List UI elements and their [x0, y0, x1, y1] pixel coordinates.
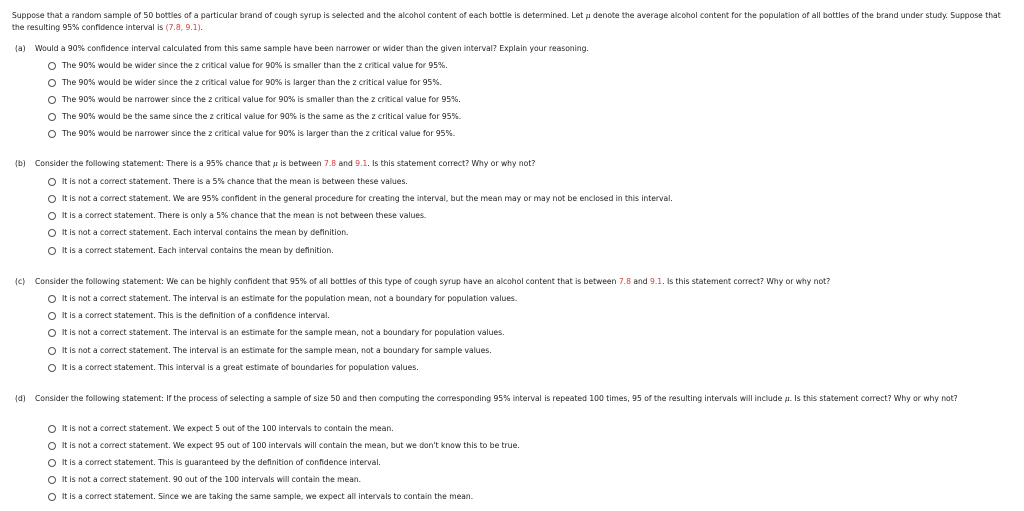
intro-text: denote the average alcohol content for the population of all bottles of the brand under study. Suppose that the resulting 95% confidence interval is — [12, 11, 1001, 32]
part-d-option-4[interactable]: It is not a correct statement. 90 out of the 100 intervals will contain the mean. — [48, 474, 361, 485]
part-b-option-2[interactable]: It is not a correct statement. We are 95% confident in the general procedure for creating the interval, but the mean may or may not be enclosed in this interval. — [48, 193, 673, 204]
radio-button[interactable] — [48, 493, 56, 501]
part-a-option-2[interactable]: The 90% would be wider since the z critical value for 90% is larger than the z critical value for 95%. — [48, 77, 442, 88]
part-c-option-1[interactable]: It is not a correct statement. The interval is an estimate for the population mean, not a boundary for population values. — [48, 293, 517, 304]
part-a-option-1[interactable]: The 90% would be wider since the z critical value for 90% is smaller than the z critical value for 95%. — [48, 60, 448, 71]
part-a-option-5[interactable]: The 90% would be narrower since the z critical value for 90% is larger than the z critical value for 95%. — [48, 128, 455, 139]
interval-lower: 7.8 — [618, 277, 631, 286]
radio-button[interactable] — [48, 329, 56, 337]
radio-button[interactable] — [48, 247, 56, 255]
part-d-option-2[interactable]: It is not a correct statement. We expect 95 out of 100 intervals will contain the mean, but we don't know this to be true. — [48, 440, 520, 451]
radio-button[interactable] — [48, 79, 56, 87]
radio-button[interactable] — [48, 425, 56, 433]
radio-button[interactable] — [48, 364, 56, 372]
interval-upper: 9.1 — [650, 277, 663, 286]
problem-intro: Suppose that a random sample of 50 bottles of a particular brand of cough syrup is selected and the alcohol content of each bottle is determined. Let μ denote the average alcohol content for the population of all bottles of the brand under study. Suppose that the resulting 95% confidence interval is (7.8, 9.1). — [12, 11, 1001, 32]
radio-button[interactable] — [48, 62, 56, 70]
radio-button[interactable] — [48, 113, 56, 121]
part-b-option-5[interactable]: It is a correct statement. Each interval contains the mean by definition. — [48, 245, 334, 256]
part-a-question: (a) Would a 90% confidence interval calculated from this same sample have been narrower or wider than the given interval? Explain your reasoning. — [15, 44, 589, 53]
part-letter: (a) — [15, 44, 26, 53]
radio-button[interactable] — [48, 442, 56, 450]
part-d-option-1[interactable]: It is not a correct statement. We expect 5 out of the 100 intervals to contain the mean. — [48, 423, 394, 434]
radio-button[interactable] — [48, 347, 56, 355]
part-letter: (c) — [15, 277, 26, 286]
part-b-option-3[interactable]: It is a correct statement. There is only a 5% chance that the mean is not between these values. — [48, 210, 426, 221]
part-c-option-5[interactable]: It is a correct statement. This interval is a great estimate of boundaries for population values. — [48, 362, 419, 373]
part-b-option-1[interactable]: It is not a correct statement. There is a 5% chance that the mean is between these values. — [48, 176, 408, 187]
radio-button[interactable] — [48, 312, 56, 320]
interval-upper: 9.1 — [355, 159, 368, 168]
radio-button[interactable] — [48, 459, 56, 467]
part-d-question: (d) Consider the following statement: If the process of selecting a sample of size 50 and then computing the corresponding 95% interval is repeated 100 times, 95 of the resulting intervals will include μ. Is this statement correct? Why or why not? — [15, 394, 958, 403]
intro-text: Suppose that a random sample of 50 bottles of a particular brand of cough syrup is selected and the alcohol content of each bottle is determined. Let — [12, 11, 586, 20]
interval-value: (7.8, 9.1) — [165, 23, 201, 32]
radio-button[interactable] — [48, 96, 56, 104]
mu-symbol: μ — [585, 11, 591, 20]
part-c-option-2[interactable]: It is a correct statement. This is the definition of a confidence interval. — [48, 310, 330, 321]
part-b-option-4[interactable]: It is not a correct statement. Each interval contains the mean by definition. — [48, 227, 348, 238]
radio-button[interactable] — [48, 295, 56, 303]
part-b-question: (b) Consider the following statement: There is a 95% chance that μ is between 7.8 and 9.1. Is this statement correct? Why or why not? — [15, 159, 536, 168]
part-a-option-3[interactable]: The 90% would be narrower since the z critical value for 90% is smaller than the z critical value for 95%. — [48, 94, 461, 105]
part-letter: (b) — [15, 159, 26, 168]
radio-button[interactable] — [48, 195, 56, 203]
part-c-option-4[interactable]: It is not a correct statement. The interval is an estimate for the sample mean, not a boundary for sample values. — [48, 345, 492, 356]
part-a-option-4[interactable]: The 90% would be the same since the z critical value for 90% is the same as the z critical value for 95%. — [48, 111, 461, 122]
part-c-question: (c) Consider the following statement: We can be highly confident that 95% of all bottles of this type of cough syrup have an alcohol content that is between 7.8 and 9.1. Is this statement correct? Why or why not? — [15, 277, 831, 286]
radio-button[interactable] — [48, 476, 56, 484]
part-c-option-3[interactable]: It is not a correct statement. The interval is an estimate for the sample mean, not a boundary for population values. — [48, 327, 504, 338]
mu-symbol: μ — [272, 159, 278, 168]
part-d-option-5[interactable]: It is a correct statement. Since we are taking the same sample, we expect all intervals to contain the mean. — [48, 491, 473, 502]
interval-lower: 7.8 — [324, 159, 337, 168]
radio-button[interactable] — [48, 178, 56, 186]
radio-button[interactable] — [48, 130, 56, 138]
part-d-option-3[interactable]: It is a correct statement. This is guaranteed by the definition of confidence interval. — [48, 457, 381, 468]
part-letter: (d) — [15, 394, 26, 403]
radio-button[interactable] — [48, 229, 56, 237]
mu-symbol: μ — [784, 394, 790, 403]
radio-button[interactable] — [48, 212, 56, 220]
